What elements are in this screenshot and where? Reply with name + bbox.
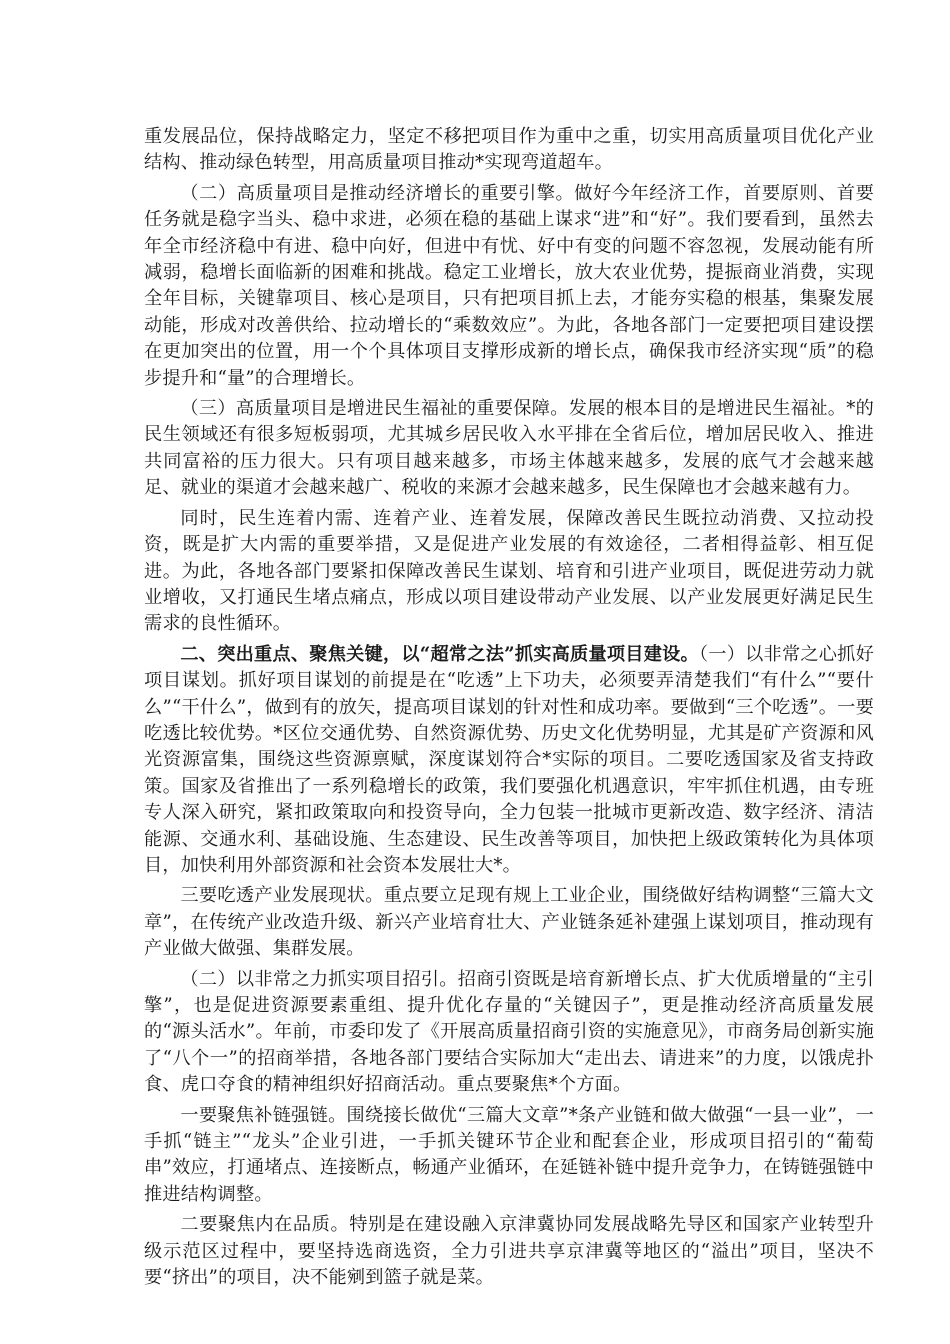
paragraph-7: （二）以非常之力抓实项目招引。招商引资既是培育新增长点、扩大优质增量的“主引擎”，也是促进资源要素重组、提升优化存量的“关键因子”，更是推动经济高质量发展的“源头活水”。年前，市委印发了《开展高质量招商引资的实施意见》，市商务局创新实施了“八个一”的招商举措，各地各部门要结合实际加大“走出去、请进来”的力度，以饿虎扑食、虎口夺食的精神组织好招商活动。重点要聚焦*个方面。 [144,968,874,1096]
paragraph-8: 一要聚焦补链强链。围绕接长做优“三篇大文章”*条产业链和做大做强“一县一业”，一手抓“链主”“龙头”企业引进，一手抓关键环节企业和配套企业，形成项目招引的“葡萄串”效应，打通堵点、连接断点，畅通产业循环，在延链补链中提升竞争力，在铸链强链中推进结构调整。 [144,1104,874,1205]
paragraph-9: 二要聚焦内在品质。特别是在建设融入京津冀协同发展战略先导区和国家产业转型升级示范区过程中，要坚持选商选资，全力引进共享京津冀等地区的“溢出”项目，坚决不要“挤出”的项目，决不能剜到篮子就是菜。 [144,1214,874,1289]
paragraph-3: （三）高质量项目是增进民生福祉的重要保障。发展的根本目的是增进民生福祉。*的民生领域还有很多短板弱项，尤其城乡居民收入水平排在全省后位，增加居民收入、推进共同富裕的压力很大。只有项目越来越多，市场主体越来越多，发展的底气才会越来越足、就业的渠道才会越来越广、税收的来源才会越来越多，民生保障也才会越来越有力。 [144,398,874,499]
paragraph-4: 同时，民生连着内需、连着产业、连着发展，保障改善民生既拉动消费、又拉动投资，既是扩大内需的重要举措，又是促进产业发展的有效途径，二者相得益彰、相互促进。为此，各地各部门要紧扣保障改善民生谋划、培育和引进产业项目，既促进劳动力就业增收，又打通民生堵点痛点，形成以项目建设带动产业发展、以产业发展更好满足民生需求的良性循环。 [144,507,874,635]
section-heading: 二、突出重点、聚焦关键，以“超常之法”抓实高质量项目建设。 [180,643,699,665]
paragraph-2: （二）高质量项目是推动经济增长的重要引擎。做好今年经济工作，首要原则、首要任务就是稳字当头、稳中求进，必须在稳的基础上谋求“进”和“好”。我们要看到，虽然去年全市经济稳中有进、稳中向好，但进中有忧、好中有变的问题不容忽视，发展动能有所减弱，稳增长面临新的困难和挑战。稳定工业增长，放大农业优势，提振商业消费，实现全年目标，关键靠项目、核心是项目，只有把项目抓上去，才能夯实稳的根基，集聚发展动能，形成对改善供给、拉动增长的“乘数效应”。为此，各地各部门一定要把项目建设摆在更加突出的位置，用一个个具体项目支撑形成新的增长点，确保我市经济实现“质”的稳步提升和“量”的合理增长。 [144,182,874,389]
paragraph-1: 重发展品位，保持战略定力，坚定不移把项目作为重中之重，切实用高质量项目优化产业结构、推动绿色转型，用高质量项目推动*实现弯道超车。 [144,126,874,174]
paragraph-5-body: （一）以非常之心抓好项目谋划。抓好项目谋划的前提是在“吃透”上下功夫，必须要弄清楚我们“有什么”“要什么”“干什么”，做到有的放矢，提高项目谋划的针对性和成功率。要做到“三个吃透”。一要吃透比较优势。*区位交通优势、自然资源优势、历史文化优势明显，尤其是矿产资源和风光资源富集，围绕这些资源禀赋，深度谋划符合*实际的项目。二要吃透国家及省支持政策。国家及省推出了一系列稳增长的政策，我们要强化机遇意识，牢牢抓住机遇，由专班专人深入研究，紧扣政策取向和投资导向，全力包装一批城市更新改造、数字经济、清洁能源、交通水利、基础设施、生态建设、民生改善等项目，加快把上级政策转化为具体项目，加快利用外部资源和社会资本发展壮大*。 [144,643,874,876]
paragraph-5 [144,642,874,880]
paragraph-6: 三要吃透产业发展现状。重点要立足现有规上工业企业，围绕做好结构调整“三篇大文章”，在传统产业改造升级、新兴产业培育壮大、产业链条延补建强上谋划项目，推动现有产业做大做强、集群发展。 [144,885,874,960]
document-page [144,124,874,1291]
